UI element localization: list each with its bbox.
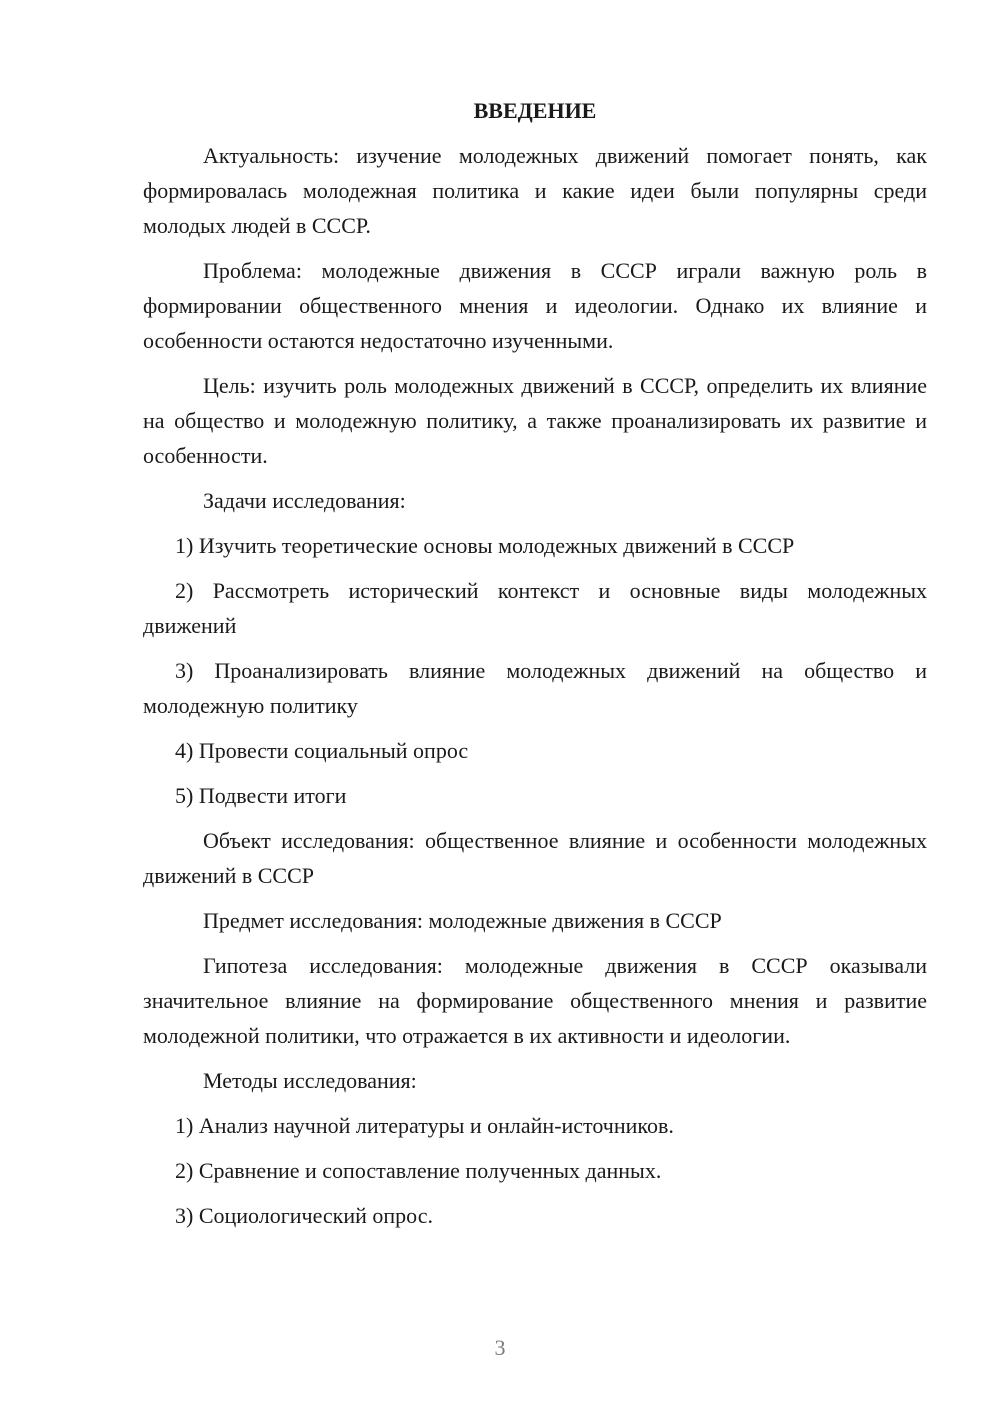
document-body [143, 93, 927, 1243]
goal-paragraph: Цель: изучить роль молодежных движений в СССР, определить их влияние на общество и молодежную политику, а также проанализировать их развитие и особенности. [143, 373, 927, 468]
task-item: 5) Подвести итоги [175, 783, 347, 808]
task-item: 1) Изучить теоретические основы молодежных движений в СССР [175, 533, 795, 558]
object-paragraph: Объект исследования: общественное влияние и особенности молодежных движений в СССР [143, 828, 927, 888]
page-number: 3 [494, 1335, 506, 1360]
hypothesis-paragraph: Гипотеза исследования: молодежные движения в СССР оказывали значительное влияние на формирование общественного мнения и развитие молодежной политики, что отражается в их активности и идеологии. [143, 953, 927, 1048]
task-item: 4) Провести социальный опрос [175, 738, 469, 763]
method-item: 3) Социологический опрос. [175, 1203, 433, 1228]
task-item: 3) Проанализировать влияние молодежных движений на общество и молодежную политику [143, 658, 927, 718]
subject-paragraph: Предмет исследования: молодежные движения в СССР [203, 908, 722, 933]
method-item: 1) Анализ научной литературы и онлайн-источников. [175, 1113, 674, 1138]
task-item: 2) Рассмотреть исторический контекст и основные виды молодежных движений [143, 578, 927, 638]
methods-heading: Методы исследования: [203, 1068, 417, 1093]
relevance-paragraph: Актуальность: изучение молодежных движений помогает понять, как формировалась молодежная политика и какие идеи были популярны среди молодых людей в СССР. [143, 143, 927, 238]
section-title: ВВЕДЕНИЕ [473, 98, 597, 123]
method-item: 2) Сравнение и сопоставление полученных данных. [175, 1158, 662, 1183]
tasks-heading: Задачи исследования: [203, 488, 406, 513]
problem-paragraph: Проблема: молодежные движения в СССР играли важную роль в формировании общественного мнения и идеологии. Однако их влияние и особенности остаются недостаточно изученными. [143, 258, 927, 353]
